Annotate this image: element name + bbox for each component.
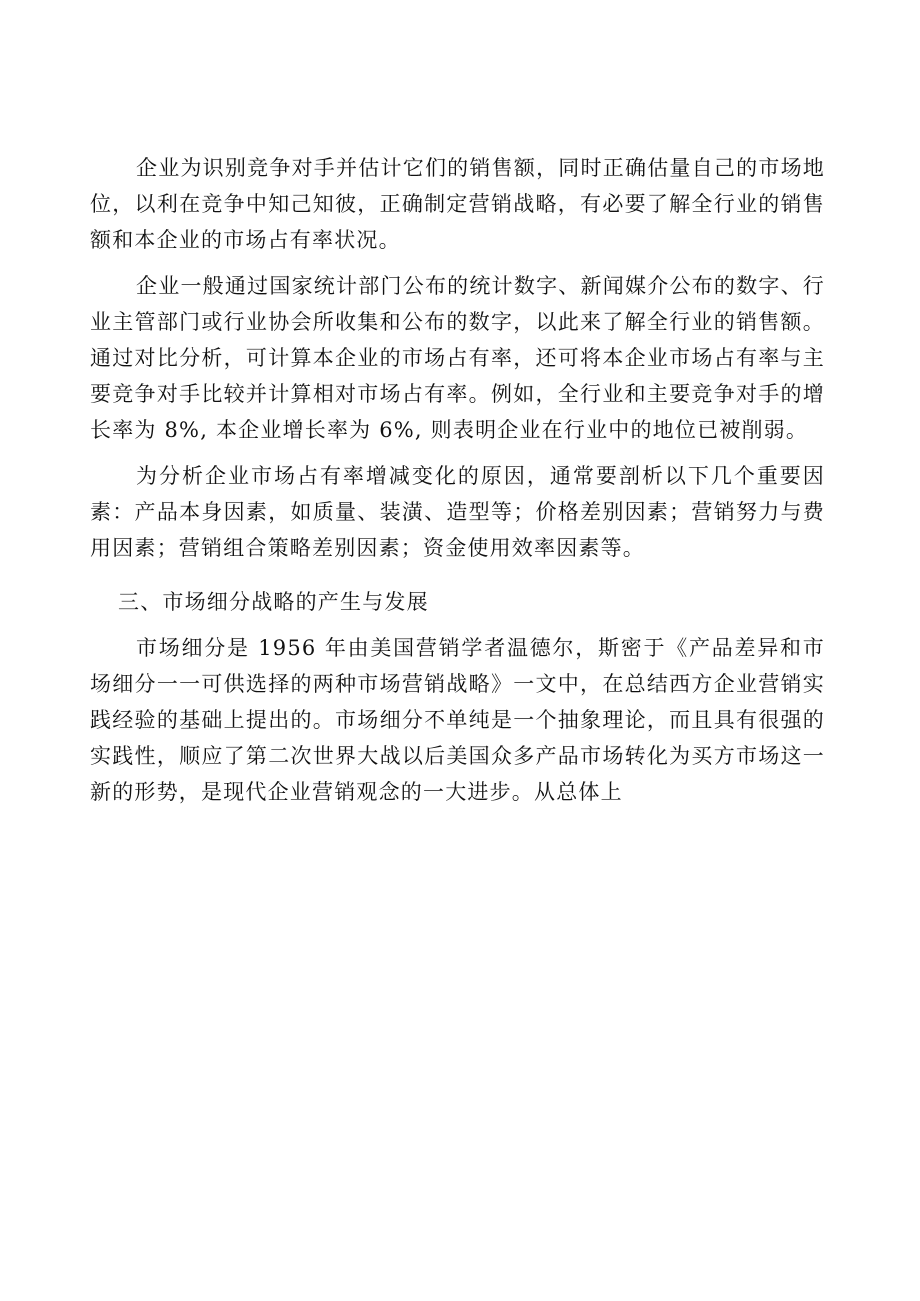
paragraph-market-share-calculation: 企业一般通过国家统计部门公布的统计数字、新闻媒介公布的数字、行业主管部门或行业协会所收集和公布的数字，以此来了解全行业的销售额。通过对比分析，可计算本企业的市场占有率，还可将本企业市场占有率与主要竞争对手比较并计算相对市场占有率。例如，全行业和主要竞争对手的增长率为 8%, 本企业增长率为 6%, 则表明企业在行业中的地位已被削弱。 <box>90 274 825 442</box>
document-page <box>90 150 825 810</box>
paragraph-market-segmentation: 市场细分是 1956 年由美国营销学者温德尔，斯密于《产品差异和市场细分一一可供选择的两种市场营销战略》一文中，在总结西方企业营销实践经验的基础上提出的。市场细分不单纯是一个抽象理论，而且具有很强的实践性，顺应了第二次世界大战以后美国众多产品市场转化为买方市场这一新的形势，是现代企业营销观念的一大进步。从总体上 <box>90 636 825 804</box>
section-heading: 三、市场细分战略的产生与发展 <box>118 590 429 614</box>
paragraph-market-share-factors: 为分析企业市场占有率增减变化的原因，通常要剖析以下几个重要因素：产品本身因素，如质量、装潢、造型等；价格差别因素；营销努力与费用因素；营销组合策略差别因素；资金使用效率因素等。 <box>90 464 825 560</box>
paragraph-market-share-intro: 企业为识别竞争对手并估计它们的销售额，同时正确估量自己的市场地位，以利在竞争中知己知彼，正确制定营销战略，有必要了解全行业的销售额和本企业的市场占有率状况。 <box>90 156 825 252</box>
